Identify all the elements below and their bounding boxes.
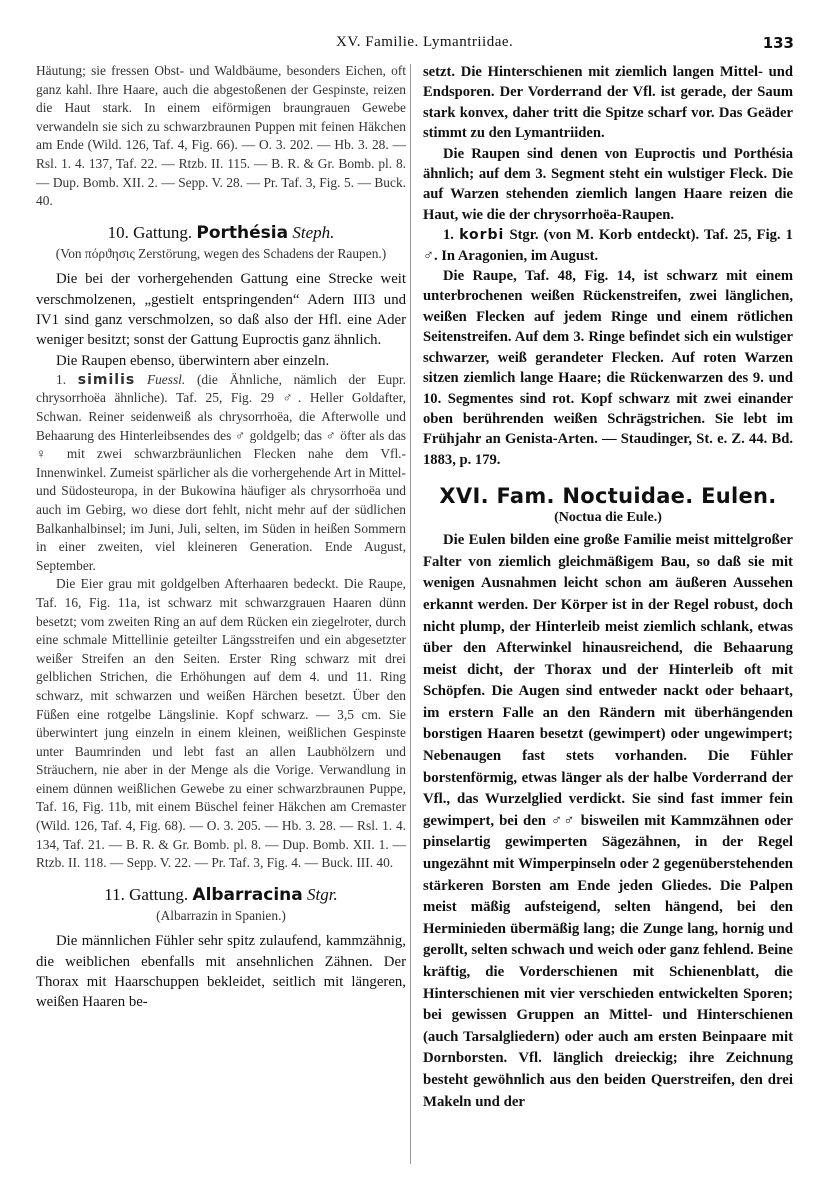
genus-10-heading	[36, 223, 406, 243]
left-column	[36, 62, 406, 1172]
genus-11-prefix: 11. Gattung.	[104, 884, 189, 904]
species-korbi-name: korbi	[459, 227, 505, 244]
genus-11-continuation: setzt. Die Hinterschienen mit ziemlich langen Mittel- und Endsporen. Der Vorderrand der Vfl. ist gerade, der Saum stark konvex, daher tritt die Spitze scharf vor. Das Geäder stimmt zu den Lymantriiden.	[423, 64, 793, 142]
genus-10-etymology: (Von πόρϑησις Zerstörung, wegen des Schadens der Raupen.)	[55, 245, 387, 261]
page-header	[36, 34, 794, 54]
korbi-larva-paragraph: Die Raupe, Taf. 48, Fig. 14, ist schwarz mit einem unterbrochenen weißen Rückenstreifen, zwei länglichen, weißen Flecken auf jedem Ringe und einem rötlichen Seitenstreifen. Auf dem 3. Ringe befindet sich ein wulstiger schwarzer, weiß gerandeter Flecken. Auf roten Warzen sitzen ziemlich lange Haare; die Rückenwarzen des 9. und 10. Segmentes sind rot. Kopf schwarz mit zwei einander oben berührenden weißen Schrägstrichen. Sie lebt im Frühjahr an Genista-Arten. — Staudinger, St. e. Z. 44. Bd. 1883, p. 179.	[423, 268, 793, 468]
species-korbi-header: Stgr. (von M. Korb entdeckt). Taf. 25, Fig. 1 ♂. In Aragonien, im August.	[423, 227, 793, 264]
species-similis-name: similis	[77, 371, 136, 388]
genus-11-author: Stgr.	[307, 884, 338, 904]
genus-10-description: Die bei der vorhergehenden Gattung eine Strecke weit verschmolzenen, „gestielt entspringenden“ Adern III3 und IV1 sind ganz verschmolzen, so daß also der Hfl. eine Ader weniger besitzt; sonst der Gattung Euproctis ganz ähnlich.	[36, 271, 406, 349]
genus-10-prefix: 10. Gattung.	[107, 222, 193, 242]
genus-11-etymology: (Albarrazin in Spanien.)	[156, 907, 286, 923]
family-heading: XVI. Fam. Noctuidae. Eulen.	[439, 484, 777, 509]
species-similis-number: 1.	[56, 371, 67, 387]
genus-10-larvae: Die Raupen ebenso, überwintern aber einzeln.	[56, 352, 330, 369]
species-similis	[36, 371, 406, 576]
species-korbi-number: 1.	[443, 227, 454, 244]
running-title: XV. Familie. Lymantriidae.	[336, 34, 514, 50]
species-similis-text: (die Ähnliche, nämlich der Eupr. chrysorrhoëa ähnliche). Taf. 25, Fig. 29 ♂. Heller Goldafter, Schwan. Reiner seidenweiß als chrysorrhoëa, die Afterwolle und Behaarung des Hinterleibsendes des ♂ goldgelb; das ♂ öfter als das ♀ mit zwei schwarzbräunlichen Flecken nahe dem Vfl.-Innenwinkel. Zumeist spärlicher als die vorhergehende Art in Mittel- und Südosteuropa, in der Bukowina häufiger als chrysorrhoëa und auch im Gebirg, wo diese dort fehlt, nicht mehr auf der südlichen Balkanhalbinsel; im Juni, Juli, selten, im Süden in heißen Sommern in einer zweiten, viel kleineren Generation. Ende August, September.	[36, 371, 406, 573]
family-description: Die Eulen bilden eine große Familie meist mittelgroßer Falter von ziemlich gleichmäßigem Bau, so daß sie mit wenigen Ausnahmen leicht schon am äußeren Aussehen erkannt werden. Der Körper ist in der Regel robust, doch nicht plump, der Hinterleib meist ziemlich schlank, etwas über den Afterwinkel hinausreichend, die Behaarung meist dicht, der Thorax und der Hinterleib oft mit Schöpfen. Die Augen sind entweder nackt oder behaart, im erstern Falle an den Rändern mit überhängenden borstigen Haaren besetzt (gewimpert) oder ungewimpert; Nebenaugen fast stets vorhanden. Die Fühler borstenförmig, etwas länger als der halbe Vorderrand der Vfl., das Wurzelglied verdickt. Sie sind fast immer fein gewimpert, bei den ♂♂ bisweilen mit Kammzähnen oder pinselartig gewimperten Sägezähnen, in der Regel ungezähnt mit Wimperpinseln oder 2 gegenüberstehenden stärkeren Borsten am Ende jeden Gliedes. Die Palpen meist mäßig aufsteigend, selten hängend, bei den Herminieden übermäßig lang; die Zunge lang, hornig und gerollt, selten schwach und weich oder ganz fehlend. Beine kräftig, die Vorderschienen mit Schienenblatt, die Hinterschienen mit vier verschieden entwickelten Sporen; bei gewissen Gruppen an Mittel- und Hinterschienen (auch Tarsalgliedern) oder auch am ersten Beinpaare mit Dornborsten. Vfl. länglich dreieckig; ihre Zeichnung besteht gewöhnlich aus den beiden Querstreifen, den drei Makeln und der	[423, 532, 793, 1110]
genus-10-name: Porthésia	[196, 222, 289, 243]
family-subheading: (Noctua die Eule.)	[554, 510, 662, 526]
intro-paragraph: Häutung; sie fressen Obst- und Waldbäume, besonders Eichen, oft ganz kahl. Ihre Haare, auch die abgestoßenen der Gespinste, reizen die Haut stark. In einem eiförmigen braungrauen Gewebe verwandeln sie sich zu schwarzbraunen Puppen mit feinen Häkchen am Ende (Wild. 126, Taf. 4, Fig. 66). — O. 3. 202. — Hb. 3. 28. — Rsl. 1. 4. 137, Taf. 22. — Rtzb. II. 115. — B. R. & Gr. Bomb. pl. 8. — Dup. Bomb. XII. 2. — Sepp. V. 28. — Pr. Taf. 3, Fig. 5. — Buck. 40.	[36, 63, 406, 209]
similis-eggs-larva-paragraph: Die Eier grau mit goldgelben Afterhaaren bedeckt. Die Raupe, Taf. 16, Fig. 11a, ist schwarz mit schwarzgrauen Haaren dünn besetzt; vom zweiten Ring an auf dem Rücken ein ziegelroter, durch eine schmale Mittellinie geteilter Längsstreifen und ein abgesetzter weißer Streifen an den Seiten. Erster Ring schwarz mit drei gelblichen Strichen, die Erhöhungen auf dem 4. und 11. Ring schwarz, mit schwarzen und weißen Härchen besetzt. Über den Füßen eine rotgelbe Längslinie. Kopf schwarz. — 3,5 cm. Sie überwintert jung einzeln in einem kleinen, weißlichen Gespinste unter Baumrinden und lebt fast an allen Laubhölzern und Sträuchern, nie aber in der Menge als die Vorige. Verwandlung in einem dünnen weißlichen Gewebe zu einer schwarzbraunen Puppe, Taf. 16, Fig. 11b, mit einem Büschel feiner Häkchen am Cremaster (Wild. 126, Taf. 4, Fig. 68). — O. 3. 205. — Hb. 3. 28. — Rsl. 1. 4. 134, Taf. 21. — B. R. & Gr. Bomb. pl. 8. — Dup. Bomb. XII. 1. — Rtzb. II. 118. — Sepp. V. 22. — Pr. Taf. 3, Fig. 4. — Buck. III. 40.	[36, 576, 406, 871]
genus-11-description: Die männlichen Fühler sehr spitz zulaufend, kammzähnig, die weiblichen ebenfalls mit ansehnlichen Zähnen. Der Thorax mit Haarschuppen bekleidet, seitlich mit längeren, weißen Haaren be-	[36, 933, 406, 1011]
genus-11-larvae: Die Raupen sind denen von Euproctis und Porthésia ähnlich; auf dem 3. Segment steht ein wulstiger Fleck. Die auf Warzen stehenden ziemlich langen Haare reizen die Haut, wie die der chrysorrhoëa-Raupen.	[423, 145, 793, 223]
column-divider	[410, 64, 411, 1164]
genus-11-heading	[36, 885, 406, 905]
species-korbi	[423, 225, 793, 266]
species-similis-author: Fuessl.	[146, 371, 186, 387]
genus-10-author: Steph.	[292, 222, 335, 242]
right-column	[423, 62, 793, 1172]
page-number: 133	[762, 34, 794, 52]
genus-11-name: Albarracina	[192, 884, 303, 905]
